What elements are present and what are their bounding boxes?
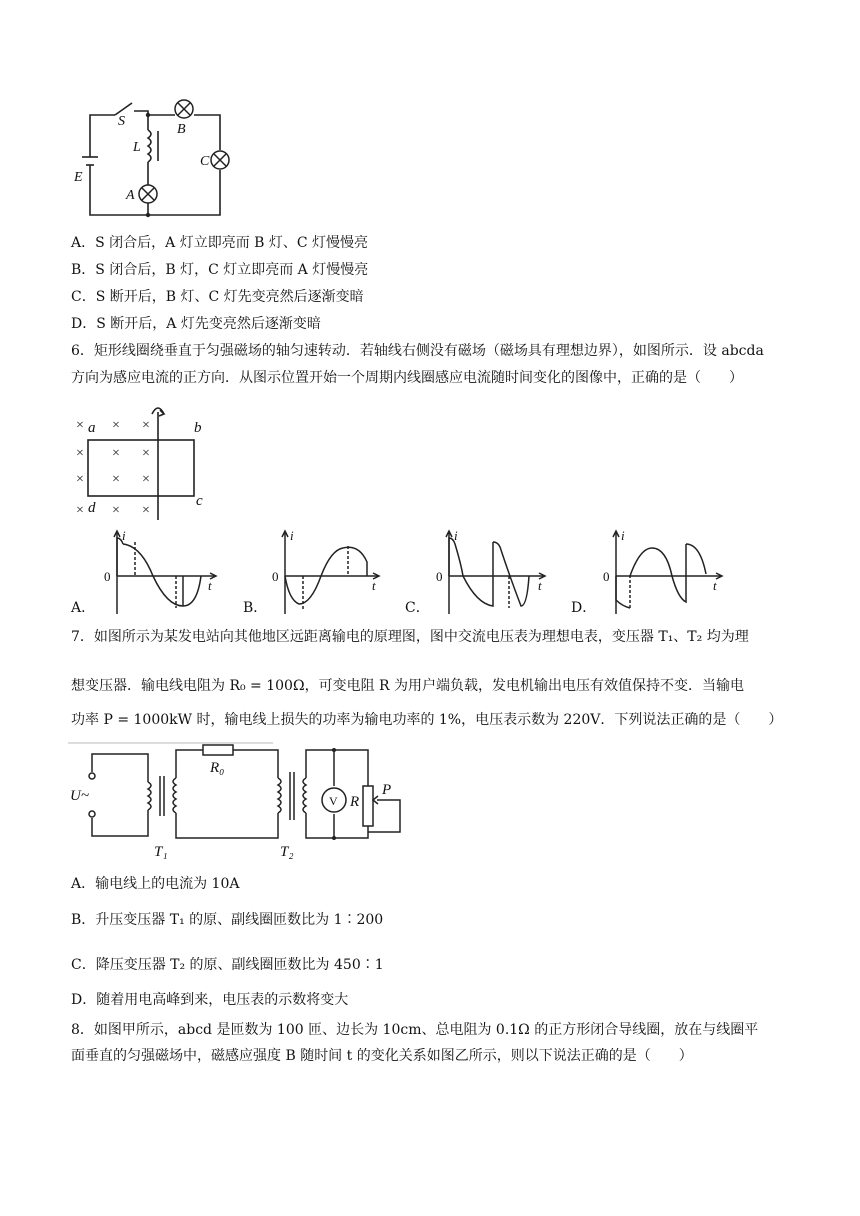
q6-graph-d — [599, 528, 729, 616]
svg-text:0: 0 — [104, 569, 111, 584]
q8-stem-line1: 8．如图甲所示，abcd 是匝数为 100 匝、边长为 10cm、总电阻为 0.1Ω 的正方形闭合导线圈，放在与线圈平 — [71, 1022, 759, 1038]
svg-text:t: t — [538, 578, 542, 593]
svg-text:i: i — [454, 528, 458, 543]
svg-text:i: i — [290, 528, 294, 543]
svg-text:0: 0 — [272, 569, 279, 584]
label-P: P — [382, 782, 392, 798]
label-S: S — [118, 114, 125, 129]
label-E: E — [74, 170, 83, 185]
q6-stem-line2: 方向为感应电流的正方向．从图示位置开始一个周期内线圈感应电流随时间变化的图像中，正确的是（ ） — [71, 370, 743, 386]
q5-option-c: C．S 断开后，B 灯、C 灯先变亮然后逐渐变暗 — [71, 289, 364, 305]
svg-text:×: × — [76, 446, 84, 461]
q5-option-b: B．S 闭合后，B 灯，C 灯立即亮而 A 灯慢慢亮 — [71, 262, 369, 278]
q7-stem-line2: 想变压器．输电线电阻为 R₀ = 100Ω，可变电阻 R 为用户端负载，发电机输出电压有效值保持不变．当输电 — [71, 678, 745, 694]
svg-text:t: t — [713, 578, 717, 593]
label-A: A — [126, 188, 135, 203]
svg-text:×: × — [142, 472, 150, 487]
q7-option-c: C．降压变压器 T₂ 的原、副线圈匝数比为 450∶1 — [71, 957, 384, 973]
label-V: V — [329, 794, 338, 808]
label-R: R — [350, 794, 360, 810]
svg-text:×: × — [112, 503, 120, 518]
label-T2: T₂ — [280, 844, 294, 860]
svg-text:0: 0 — [436, 569, 443, 584]
label-U: U~ — [70, 788, 89, 804]
q5-option-d: D．S 断开后，A 灯先变亮然后逐渐变暗 — [71, 316, 321, 332]
label-c: c — [196, 493, 203, 509]
label-d: d — [88, 500, 96, 516]
q7-stem-line3: 功率 P = 1000kW 时，输电线上损失的功率为输电功率的 1%，电压表示数为 220V．下列说法正确的是（ ） — [71, 712, 783, 728]
q6-option-b-letter: B． — [243, 600, 268, 616]
q6-graph-c — [432, 528, 552, 616]
svg-text:×: × — [112, 418, 120, 433]
q6-stem-line1: 6．矩形线圈绕垂直于匀强磁场的轴匀速转动．若轴线右侧没有磁场（磁场具有理想边界），如图所示．设 abcda — [71, 343, 764, 359]
svg-text:t: t — [208, 578, 212, 593]
svg-text:0: 0 — [603, 569, 610, 584]
q7-option-b: B．升压变压器 T₁ 的原、副线圈匝数比为 1∶200 — [71, 912, 384, 928]
label-C: C — [200, 154, 210, 169]
q6-graph-b — [268, 528, 388, 616]
q5-option-a: A．S 闭合后，A 灯立即亮而 B 灯、C 灯慢慢亮 — [71, 235, 369, 251]
svg-text:×: × — [112, 446, 120, 461]
q7-transmission-figure — [68, 742, 413, 860]
svg-text:×: × — [142, 418, 150, 433]
svg-text:t: t — [372, 578, 376, 593]
svg-text:×: × — [76, 472, 84, 487]
q5-circuit-figure — [70, 95, 240, 225]
q7-option-d: D．随着用电高峰到来，电压表的示数将变大 — [71, 992, 349, 1008]
label-B: B — [177, 122, 186, 137]
q6-option-a-letter: A． — [71, 600, 96, 616]
q6-option-d-letter: D． — [571, 600, 597, 616]
svg-text:×: × — [76, 418, 84, 433]
svg-text:×: × — [142, 446, 150, 461]
q7-stem-line1: 7．如图所示为某发电站向其他地区远距离输电的原理图，图中交流电压表为理想电表，变压器 T₁、T₂ 均为理 — [71, 629, 749, 645]
q8-stem-line2: 面垂直的匀强磁场中，磁感应强度 B 随时间 t 的变化关系如图乙所示，则以下说法正确的是（ ） — [71, 1048, 693, 1064]
svg-text:i: i — [122, 528, 126, 543]
svg-text:×: × — [142, 503, 150, 518]
svg-text:×: × — [112, 472, 120, 487]
label-L: L — [133, 140, 141, 155]
label-T1: T₁ — [154, 844, 168, 860]
label-R0: R₀ — [210, 760, 225, 776]
q7-option-a: A．输电线上的电流为 10A — [71, 876, 240, 892]
label-a: a — [88, 420, 96, 436]
q6-coil-figure — [72, 398, 207, 523]
svg-text:i: i — [621, 528, 625, 543]
label-b: b — [194, 420, 202, 436]
svg-text:×: × — [76, 503, 84, 518]
q6-graph-a — [100, 528, 225, 616]
q6-option-c-letter: C． — [405, 600, 430, 616]
